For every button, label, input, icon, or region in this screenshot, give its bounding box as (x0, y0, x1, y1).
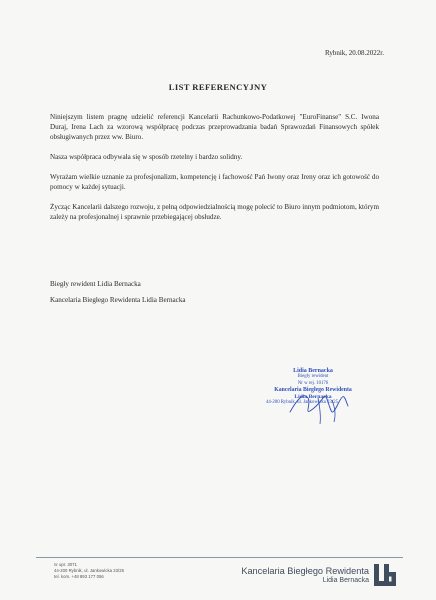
stamp-firm-name: Lidia Bernacka (294, 393, 332, 400)
stamp-address: 44-200 Rybnik, ul. Jankowicka 23/25 (266, 400, 339, 406)
footer-registration: nr upr. 3071 (54, 562, 77, 567)
body-paragraph: Życząc Kancelarii dalszego rozwoju, z pełną odpowiedzialnością mogę polecić to Biuro innym podmiotom, którym zależy na profesjonalnej i sprawnie przebiegającej obsłudze. (50, 203, 379, 221)
stamp-role: Biegły rewident (297, 374, 329, 380)
signature-block (50, 279, 186, 311)
letter-title: LIST REFERENCYJNY (168, 82, 268, 92)
stamp-firm: Kancelaria Biegłego Rewidenta (274, 387, 352, 394)
footer-contact (54, 562, 124, 580)
handwritten-signature-icon (258, 368, 368, 426)
footer-divider (36, 557, 403, 558)
footer-owner-name: Lidia Bernacka (322, 577, 369, 584)
signature-line-firm: Kancelaria Biegłego Rewidenta Lidia Bernacka (50, 296, 186, 304)
footer-firm-name: Kancelaria Biegłego Rewidenta (241, 566, 369, 576)
footer-address: 44-200 Rybnik, ul. Jankowicka 23/25 (54, 568, 124, 573)
footer-brand (221, 566, 369, 585)
body-paragraph: Nasza współpraca odbywała się w sposób rzetelny i bardzo solidny. (50, 153, 243, 161)
stamp-name: Lidia Bernacka (293, 368, 333, 374)
signature-line-title: Biegły rewident Lidia Bernacka (50, 280, 141, 288)
body-paragraph: Niniejszym listem pragnę udzielić referencji Kancelarii Rachunkowo-Podatkowej "EuroFinanse" S.C. Iwona Duraj, Irena Lach za wzorową współpracę podczas przeprowadzania badań Sprawozdań Finansowych spółek obsługiwanych przez ww. Biuro. (50, 113, 379, 141)
footer-phone: tel. kom. +48 893 177 056 (54, 574, 104, 579)
stamp-registry: Nr w rej. 10176 (297, 380, 329, 386)
official-stamp (258, 368, 368, 426)
lb-logo-icon (372, 562, 398, 588)
body-paragraph: Wyrażam wielkie uznanie za profesjonalizm, kompetencję i fachowość Pań Iwony oraz Ireny oraz ich gotowość do pomocy w każdej sytuacji. (50, 173, 379, 191)
letter-body (50, 112, 379, 232)
letter-date: Rybnik, 20.08.2022r. (324, 49, 384, 57)
